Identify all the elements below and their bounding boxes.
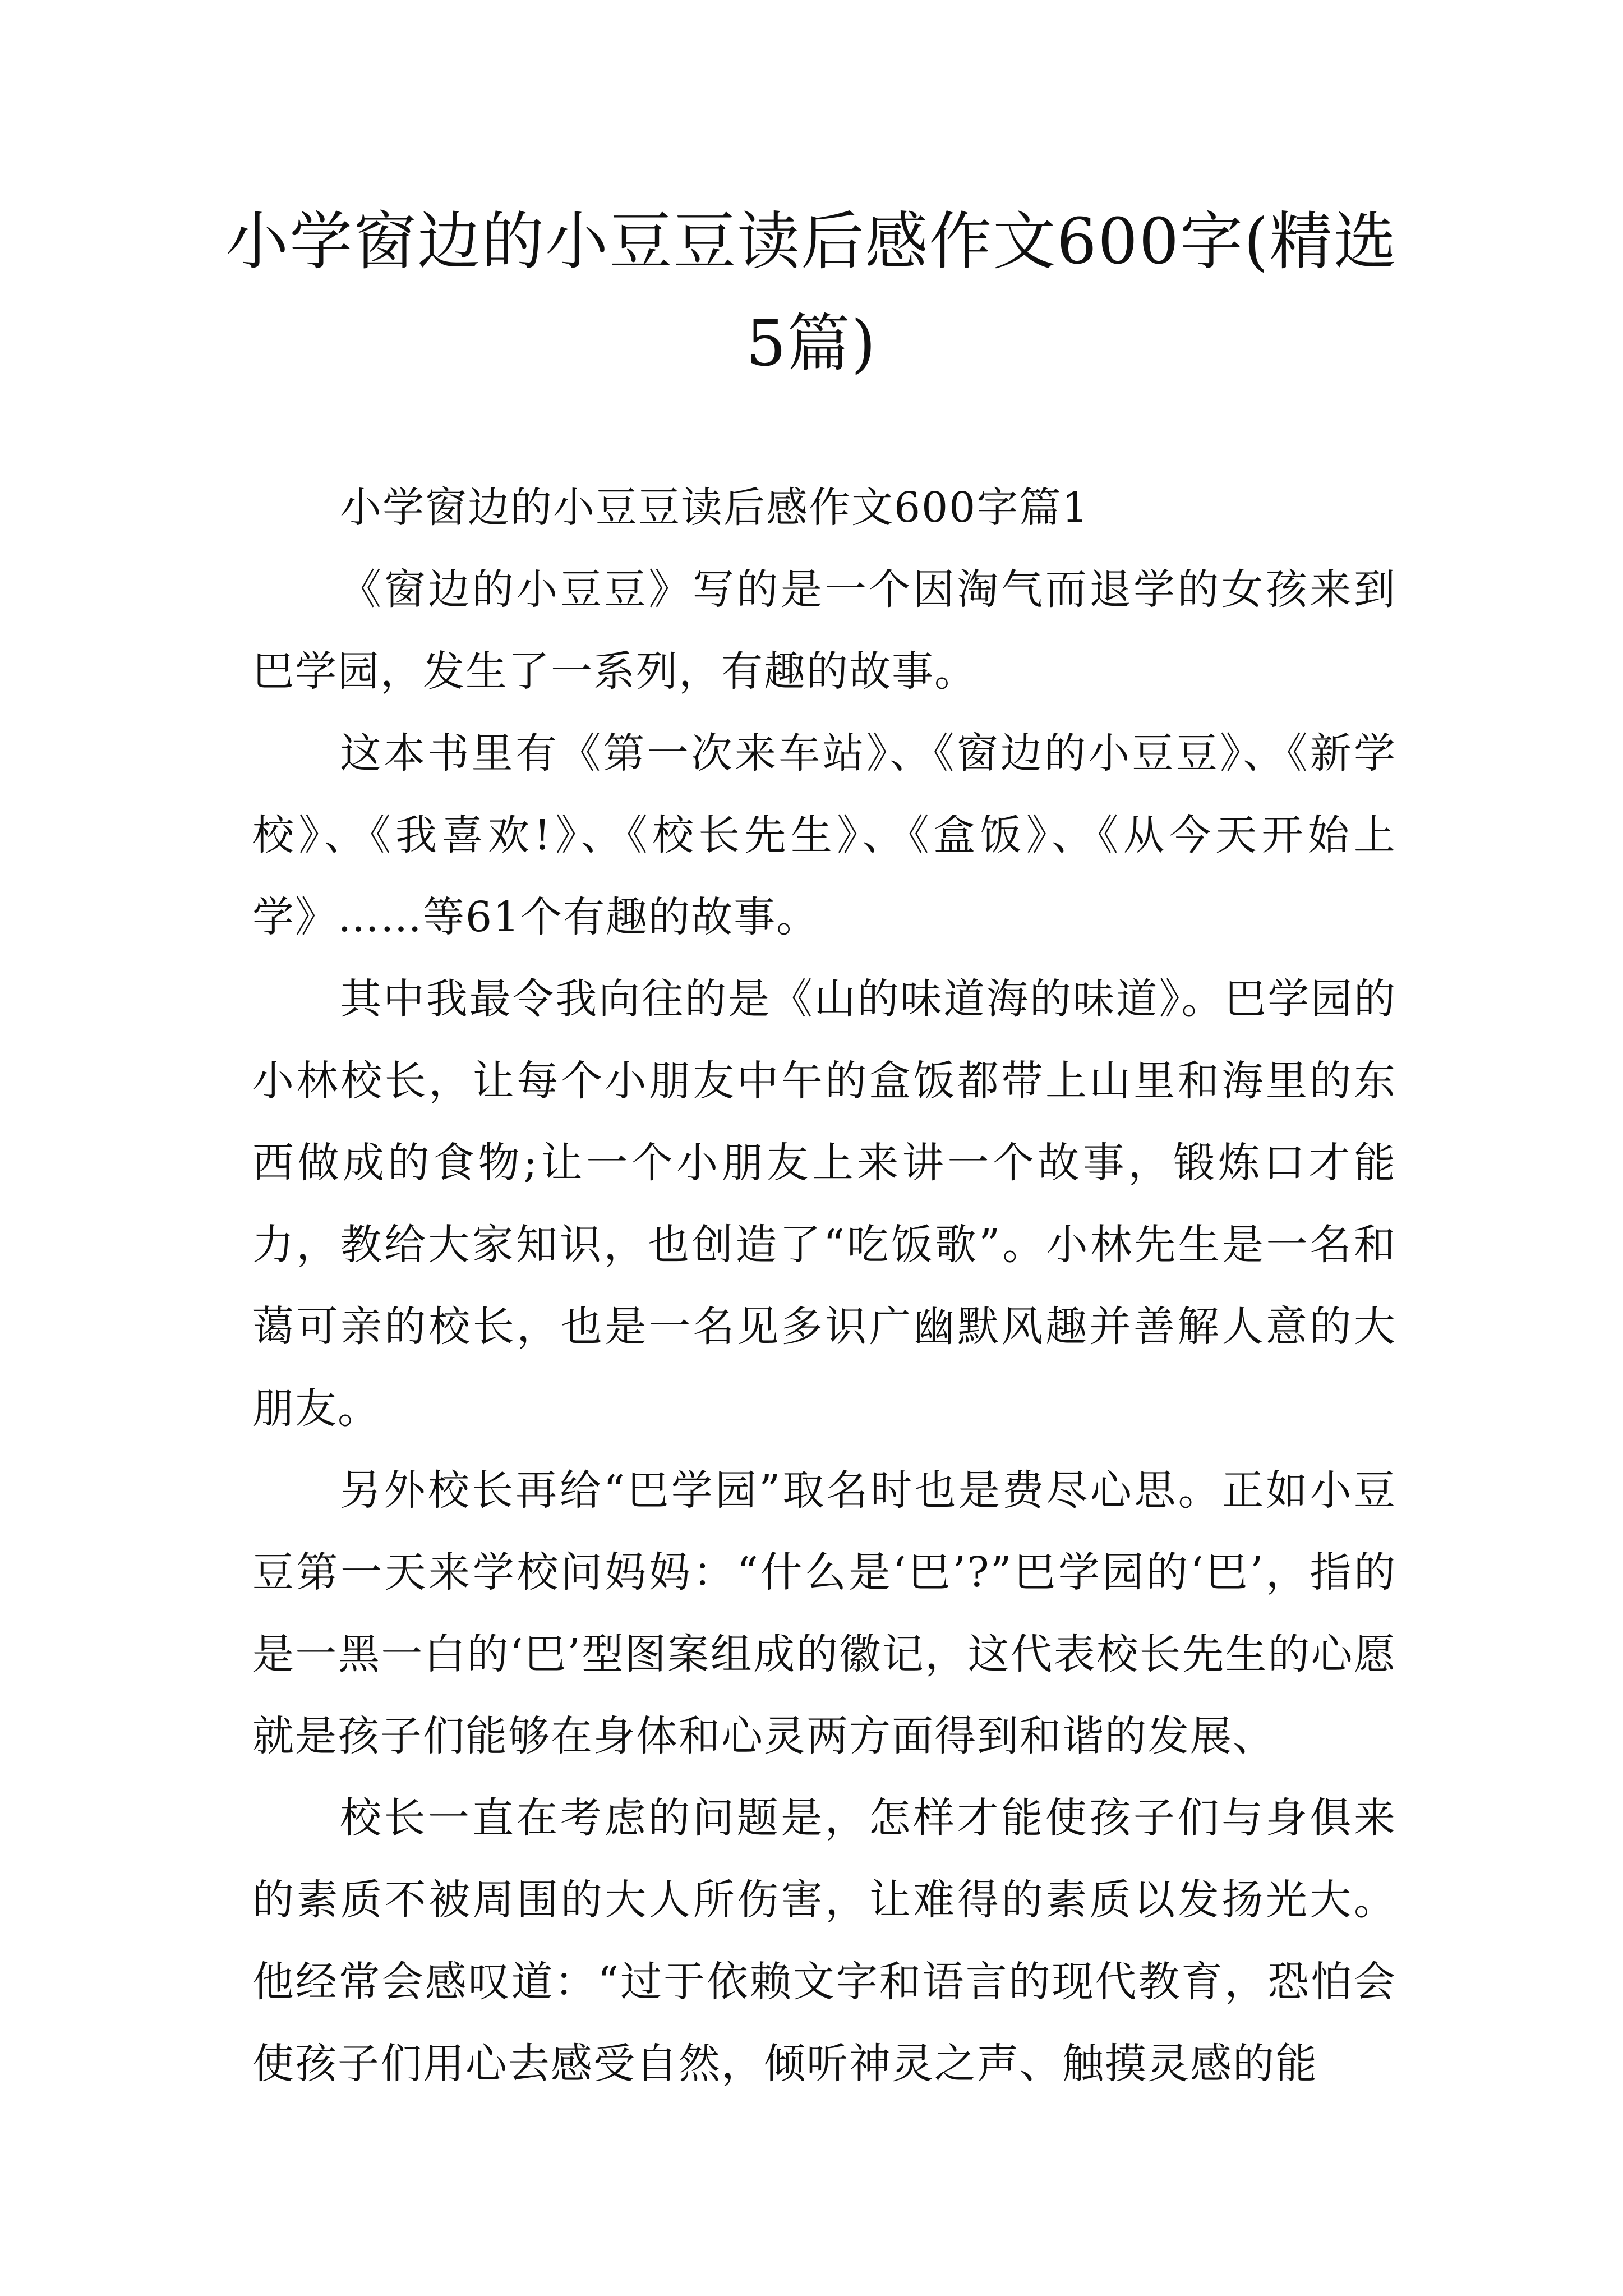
paragraph: 这本书里有《第一次来车站》、《窗边的小豆豆》、《新学校》、《我喜欢!》、《校长先生》、《盒饭》、《从今天开始上学》……等61个有趣的故事。 [252,729,1396,941]
paragraph: 其中我最令我向往的是《山的味道海的味道》。巴学园的小林校长，让每个小朋友中午的盒饭都带上山里和海里的东西做成的食物;让一个小朋友上来讲一个故事，锻炼口才能力，教给大家知识，也创造了“吃饭歌”。小林先生是一名和蔼可亲的校长，也是一名见多识广幽默风趣并善解人意的大朋友。 [252,975,1396,1433]
paragraph: 《窗边的小豆豆》写的是一个因淘气而退学的女孩来到巴学园，发生了一系列，有趣的故事。 [252,565,1396,696]
section-heading: 小学窗边的小豆豆读后感作文600字篇1 [340,484,1090,532]
document-body [252,467,1396,2105]
paragraph: 另外校长再给“巴学园”取名时也是费尽心思。正如小豆豆第一天来学校问妈妈：“什么是‘巴’?”巴学园的‘巴’，指的是一黑一白的‘巴’型图案组成的徽记，这代表校长先生的心愿就是孩子们能够在身体和心灵两方面得到和谐的发展、 [252,1466,1396,1760]
paragraph: 校长一直在考虑的问题是，怎样才能使孩子们与身俱来的素质不被周围的大人所伤害，让难得的素质以发扬光大。他经常会感叹道：“过于依赖文字和语言的现代教育，恐怕会使孩子们用心去感受自然，倾听神灵之声、触摸灵感的能 [252,1794,1396,2088]
document-title: 小学窗边的小豆豆读后感作文600字(精选5篇) [225,205,1398,380]
